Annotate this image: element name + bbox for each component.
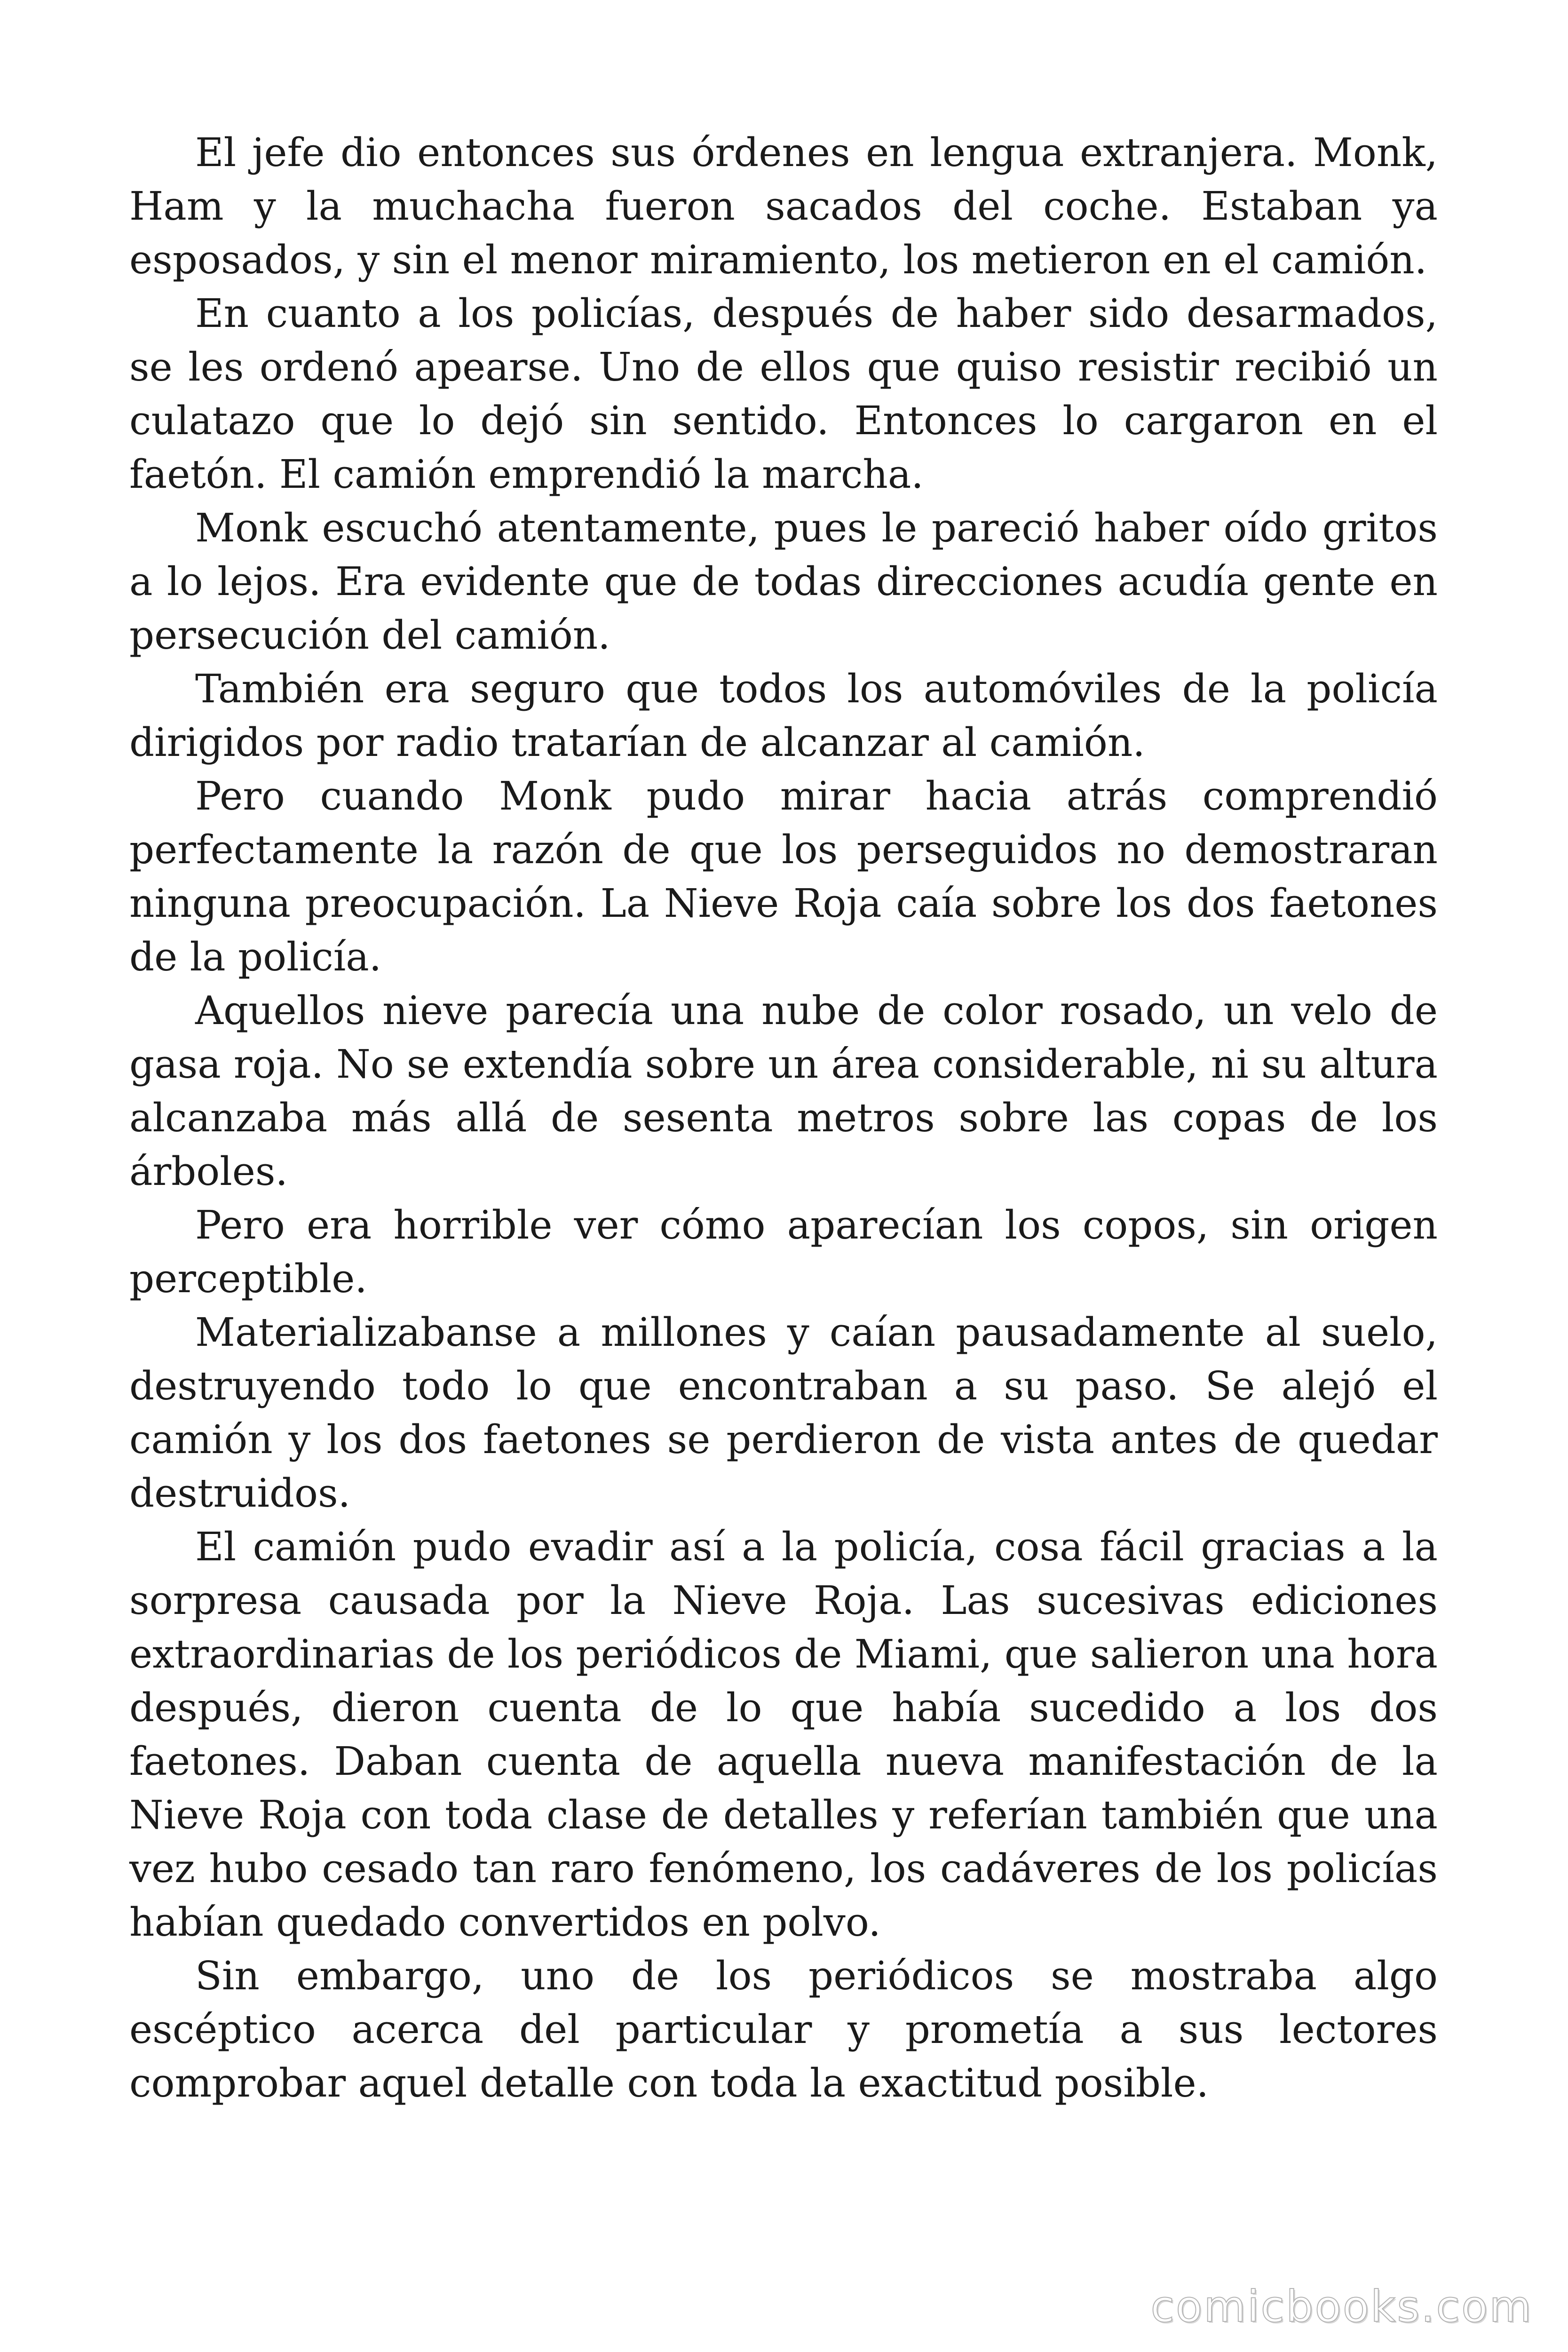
body-text — [129, 126, 1438, 2110]
paragraph: En cuanto a los policías, después de haber sido desarmados, se les ordenó apearse. Uno de ellos que quiso resistir recibió un culatazo que lo dejó sin sentido. Entonces lo cargaron en el faetón. El camión emprendió la marcha. — [129, 291, 1438, 497]
paragraph: Materializabanse a millones y caían pausadamente al suelo, destruyendo todo lo que encontraban a su paso. Se alejó el camión y los dos faetones se perdieron de vista antes de quedar destruidos. — [129, 1310, 1438, 1516]
paragraph: Aquellos nieve parecía una nube de color rosado, un velo de gasa roja. No se extendía sobre un área considerable, ni su altura alcanzaba más allá de sesenta metros sobre las copas de los árboles. — [129, 988, 1438, 1194]
paragraph: El camión pudo evadir así a la policía, cosa fácil gracias a la sorpresa causada por la Nieve Roja. Las sucesivas ediciones extraordinarias de los periódicos de Miami, que salieron una hora después, dieron cuenta de lo que había sucedido a los dos faetones. Daban cuenta de aquella nueva manifestación de la Nieve Roja con toda clase de detalles y referían también que una vez hubo cesado tan raro fenómeno, los cadáveres de los policías habían quedado convertidos en polvo. — [129, 1524, 1438, 1945]
paragraph: Sin embargo, uno de los periódicos se mostraba algo escéptico acerca del particular y prometía a sus lectores comprobar aquel detalle con toda la exactitud posible. — [129, 1953, 1438, 2106]
paragraph: Pero era horrible ver cómo aparecían los copos, sin origen perceptible. — [129, 1202, 1438, 1302]
paragraph: Pero cuando Monk pudo mirar hacia atrás comprendió perfectamente la razón de que los perseguidos no demostraran ninguna preocupación. La Nieve Roja caía sobre los dos faetones de la policía. — [129, 773, 1438, 980]
paragraph: El jefe dio entonces sus órdenes en lengua extranjera. Monk, Ham y la muchacha fueron sacados del coche. Estaban ya esposados, y sin el menor miramiento, los metieron en el camión. — [129, 130, 1438, 283]
paragraph: También era seguro que todos los automóviles de la policía dirigidos por radio tratarían de alcanzar al camión. — [129, 666, 1438, 765]
watermark: comicbooks.com — [1150, 2281, 1533, 2332]
paragraph: Monk escuchó atentamente, pues le pareció haber oído gritos a lo lejos. Era evidente que de todas direcciones acudía gente en persecución del camión. — [129, 505, 1438, 658]
